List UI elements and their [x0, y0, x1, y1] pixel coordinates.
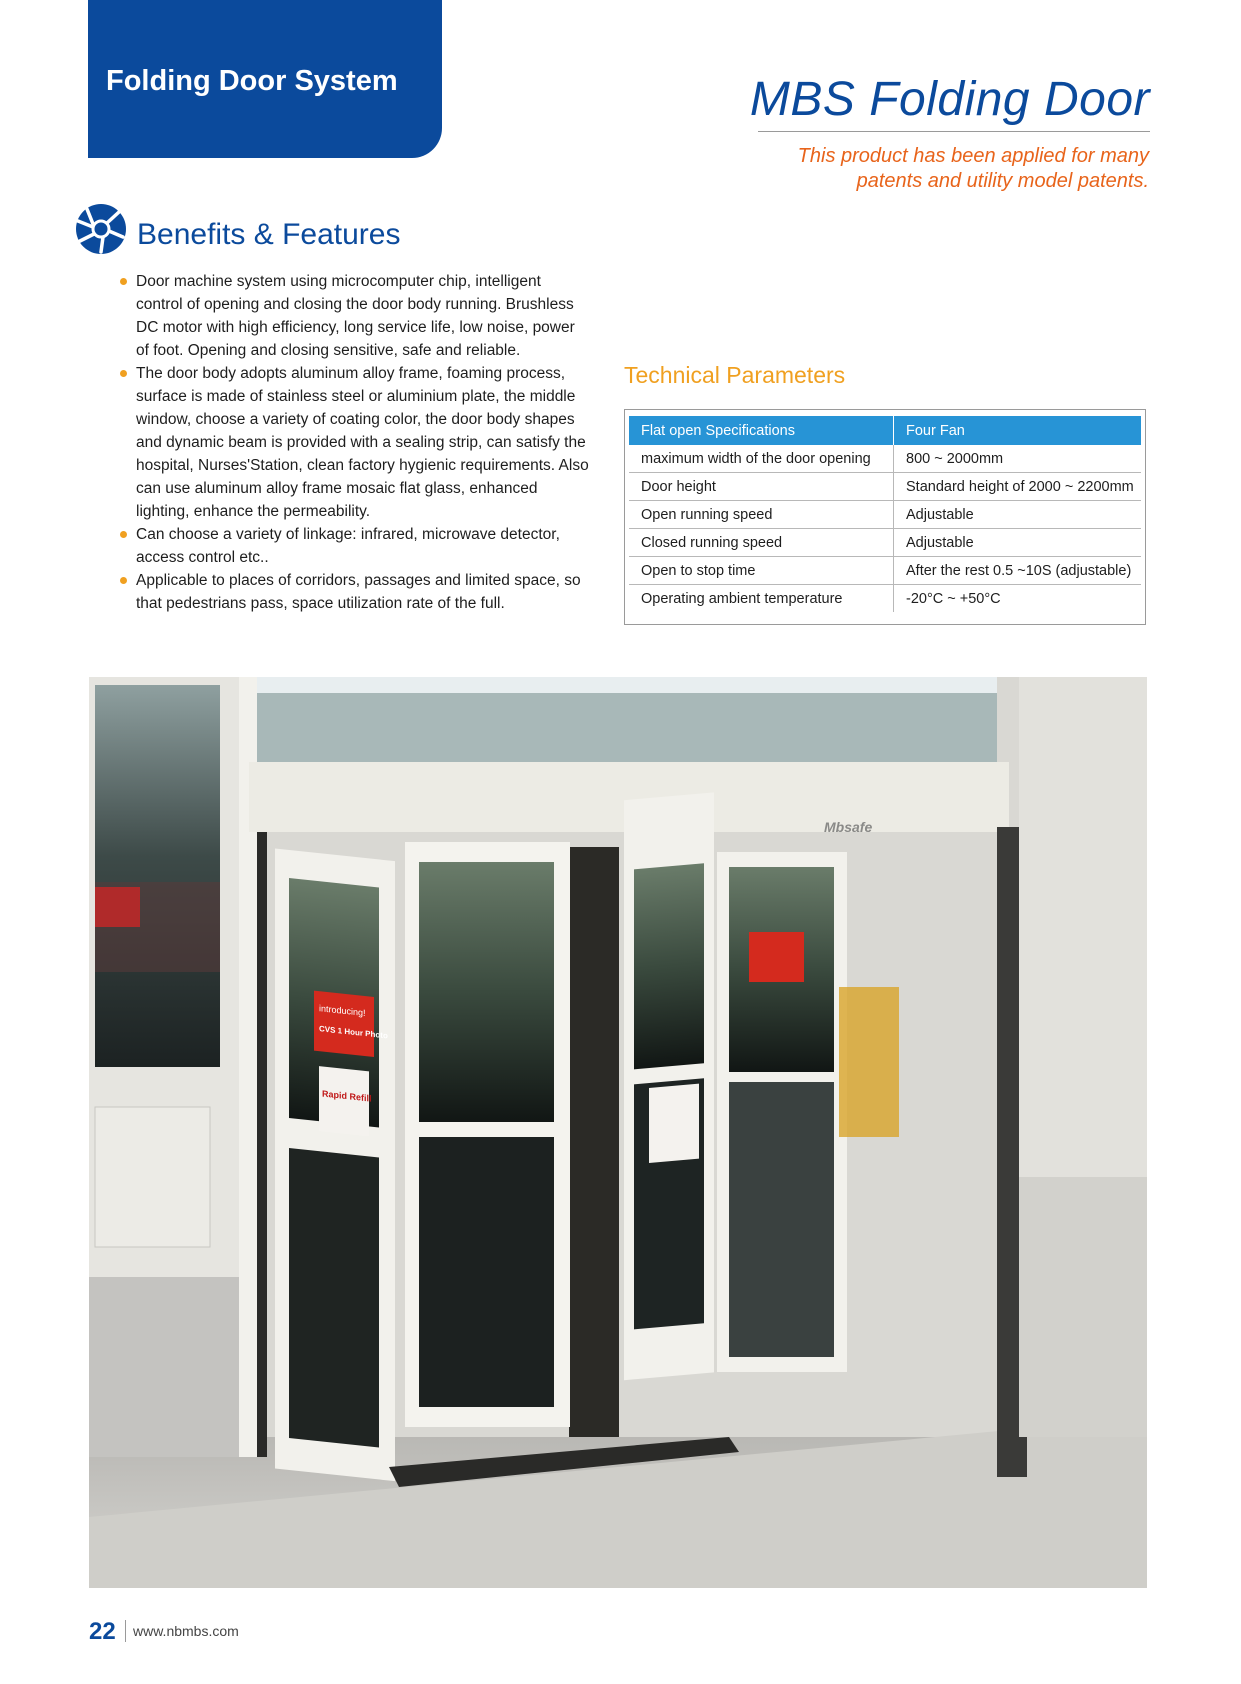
feature-text: Door machine system using microcomputer chip, intelligent control of opening and closing the door body running. Brushless DC motor with high efficiency, long service life, low noise, power of foot. Opening and closing sensitive, safe and reliable. [136, 273, 575, 359]
spec-value: Standard height of 2000 ~ 2200mm [894, 473, 1142, 501]
spec-value: After the rest 0.5 ~10S (adjustable) [894, 557, 1142, 585]
spec-header-row [629, 416, 1141, 445]
feature-list [120, 270, 590, 615]
spec-row [629, 585, 1141, 613]
spec-header-label: Flat open Specifications [629, 416, 894, 445]
section-tab [88, 0, 442, 158]
feature-item [120, 569, 590, 615]
footer-url[interactable]: www.nbmbs.com [133, 1623, 239, 1639]
spec-label: Open to stop time [629, 557, 894, 585]
spec-value: Adjustable [894, 501, 1142, 529]
bullet-icon [120, 370, 127, 377]
spec-row [629, 529, 1141, 557]
benefits-heading: Benefits & Features [137, 218, 401, 251]
spec-label: maximum width of the door opening [629, 445, 894, 473]
bullet-icon [120, 531, 127, 538]
spec-table-frame [624, 409, 1146, 625]
spec-label: Closed running speed [629, 529, 894, 557]
spec-value: 800 ~ 2000mm [894, 445, 1142, 473]
footer-divider [125, 1620, 126, 1642]
patent-subtitle: This product has been applied for many patents and utility model patents. [797, 145, 1149, 192]
spec-row [629, 445, 1141, 473]
brand-plate: Mbsafe [824, 819, 873, 835]
folding-door-photo [89, 677, 1147, 1588]
spec-row [629, 501, 1141, 529]
spec-table [629, 416, 1141, 612]
spec-value: Adjustable [894, 529, 1142, 557]
photo-illustration [89, 677, 1147, 1588]
bullet-icon [120, 278, 127, 285]
aperture-icon [75, 203, 127, 255]
page-title: MBS Folding Door [749, 73, 1150, 126]
feature-item [120, 362, 590, 523]
feature-text: Can choose a variety of linkage: infrared, microwave detector, access control etc.. [136, 526, 560, 566]
sign-text: introducing! [319, 1003, 366, 1019]
spec-header-value: Four Fan [894, 416, 1142, 445]
spec-value: -20°C ~ +50°C [906, 590, 1001, 607]
sign-text: Rapid Refill [322, 1088, 372, 1104]
spec-label: Operating ambient temperature [629, 585, 894, 613]
spec-label: Door height [629, 473, 894, 501]
feature-item [120, 270, 590, 362]
spec-row [629, 557, 1141, 585]
bullet-icon [120, 577, 127, 584]
technical-heading: Technical Parameters [624, 362, 846, 388]
feature-item [120, 523, 590, 569]
feature-text: Applicable to places of corridors, passages and limited space, so that pedestrians pass, space utilization rate of the full. [136, 572, 581, 612]
section-title: Folding Door System [106, 65, 398, 97]
spec-row [629, 473, 1141, 501]
sign-text: CVS 1 Hour Photo [319, 1024, 388, 1041]
title-divider [758, 131, 1150, 132]
feature-text: The door body adopts aluminum alloy frame, foaming process, surface is made of stainless steel or aluminium plate, the middle window, choose a variety of coating color, the door body shapes and dynamic beam is provided with a sealing strip, can satisfy the hospital, Nurses'Station, clean factory hygienic requirements. Also can use aluminum alloy frame mosaic flat glass, enhanced lighting, enhance the permeability. [136, 365, 589, 520]
spec-label: Open running speed [629, 501, 894, 529]
page-number: 22 [89, 1618, 116, 1645]
